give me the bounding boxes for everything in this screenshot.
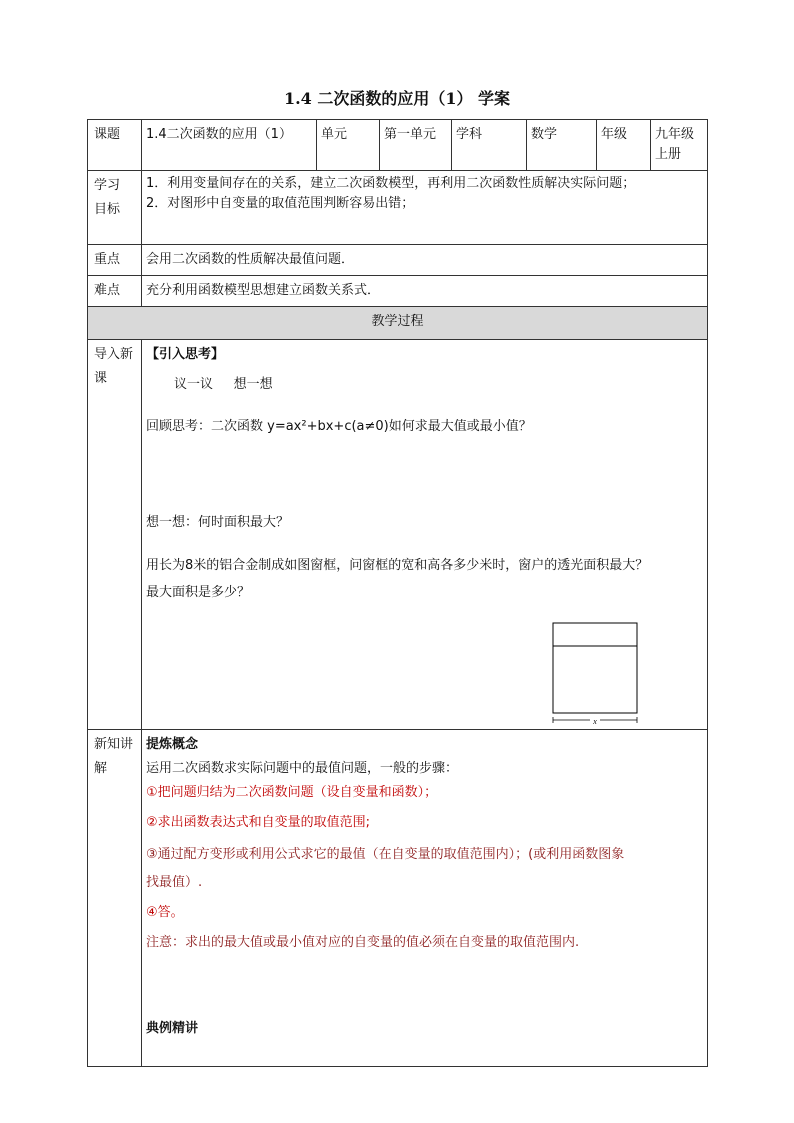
- new-knowledge-content: [142, 730, 708, 1067]
- spacer: [146, 535, 703, 551]
- intro-problem-line1: 用长为8米的铝合金制成如图窗框，问窗框的宽和高各多少米时，窗户的透光面积最大？: [146, 558, 649, 573]
- intro-discuss: 议一议 想一想: [174, 377, 273, 392]
- unit-label: 单元: [317, 120, 380, 171]
- window-frame-figure: [552, 622, 638, 728]
- dimension-label-x: x: [593, 717, 597, 726]
- intro-heading: 【引入思考】: [146, 347, 225, 362]
- examples-heading: 典例精讲: [146, 1021, 199, 1036]
- grade-value: [651, 120, 708, 171]
- subject-value: 数学: [527, 120, 597, 171]
- intro-label: 导入新课: [88, 340, 142, 730]
- process-band-row: [88, 307, 708, 340]
- goals-label: [88, 171, 142, 245]
- new-knowledge-intro: 运用二次函数求实际问题中的最值问题，一般的步骤：: [146, 761, 459, 776]
- spacer: [146, 397, 703, 413]
- goals-label-line1: 学习: [94, 178, 121, 193]
- grade-label: 年级: [597, 120, 651, 171]
- window-outer-frame: [553, 623, 637, 713]
- step-2: ②求出函数表达式和自变量的取值范围;: [146, 815, 371, 830]
- goals-label-line2: 目标: [94, 202, 121, 217]
- spacer: [146, 955, 703, 1017]
- new-knowledge-label: 新知讲解: [88, 730, 142, 1067]
- difficult-point-text: 充分利用函数模型思想建立函数关系式．: [142, 276, 708, 307]
- topic-value: 1.4二次函数的应用（1）: [142, 120, 317, 171]
- difficult-point-row: [88, 276, 708, 307]
- key-point-text: 会用二次函数的性质解决最值问题．: [142, 245, 708, 276]
- step-4: ④答。: [146, 905, 184, 920]
- step-3-line1: ③通过配方变形或利用公式求它的最值（在自变量的取值范围内）；(或利用函数图象: [146, 847, 625, 862]
- topic-label: 课题: [88, 120, 142, 171]
- header-row: [88, 120, 708, 171]
- intro-row: [88, 340, 708, 730]
- note-text: 注意：求出的最大值或最小值对应的自变量的值必须在自变量的取值范围内.: [146, 935, 580, 950]
- process-band: 教学过程: [88, 307, 708, 340]
- intro-problem-line2: 最大面积是多少？: [146, 585, 251, 600]
- new-knowledge-heading: 提炼概念: [146, 737, 199, 752]
- key-point-row: [88, 245, 708, 276]
- lesson-table: [87, 119, 708, 1067]
- step-3-line2: 找最值）.: [146, 875, 203, 890]
- goals-content: [142, 171, 708, 245]
- key-point-label: 重点: [88, 245, 142, 276]
- difficult-point-label: 难点: [88, 276, 142, 307]
- goal-item-1: 1．利用变量间存在的关系，建立二次函数模型，再利用二次函数性质解决实际问题；: [146, 176, 636, 191]
- goal-item-2: 2．对图形中自变量的取值范围判断容易出错；: [146, 196, 415, 211]
- page-title: 1.4 二次函数的应用（1） 学案: [283, 89, 511, 108]
- step-1: ①把问题归结为二次函数问题（设自变量和函数）；: [146, 785, 438, 800]
- subject-label: 学科: [452, 120, 527, 171]
- intro-content: [142, 340, 708, 730]
- grade-value-line1: 九年级: [655, 127, 695, 142]
- spacer: [146, 439, 703, 511]
- grade-value-line2: 上册: [655, 147, 682, 162]
- goals-row: [88, 171, 708, 245]
- unit-value: 第一单元: [380, 120, 452, 171]
- new-knowledge-row: [88, 730, 708, 1067]
- intro-review: 回顾思考：二次函数 y=ax²+bx+c(a≠0)如何求最大值或最小值？: [146, 419, 532, 434]
- intro-think: 想一想：何时面积最大？: [146, 515, 290, 530]
